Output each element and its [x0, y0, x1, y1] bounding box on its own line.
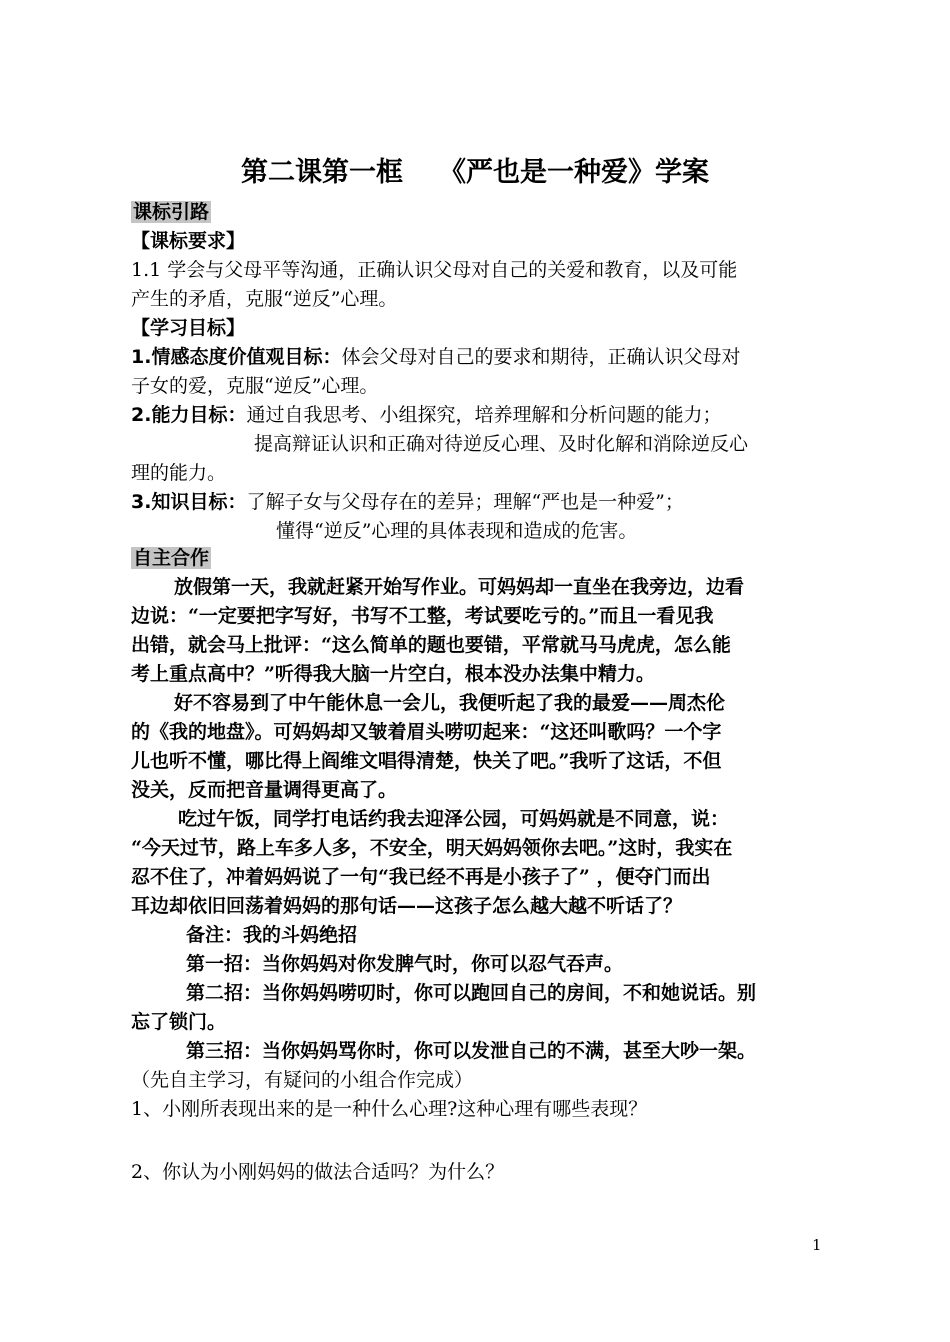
story-p1-line-1: 放假第一天，我就赶紧开始写作业。可妈妈却一直坐在我旁边，边看 — [174, 576, 745, 598]
story-p3-line-2: “今天过节，路上车多人多，不安全，明天妈妈领你去吧。”这时，我实在 — [131, 837, 733, 859]
story-p3-line-4: 耳边却依旧回荡着妈妈的那句话——这孩子怎么越大越不听话了？ — [131, 895, 683, 917]
story-move-2: 第二招：当你妈妈唠叨时，你可以跑回自己的房间，不和她说话。别 — [186, 982, 757, 1004]
standard-heading: 【课标要求】 — [131, 230, 246, 252]
story-p3-line-3: 忍不住了，冲着妈妈说了一句“我已经不再是小孩子了” ，便夺门而出 — [131, 866, 711, 888]
story-p3-line-1: 吃过午饭，同学打电话约我去迎泽公园，可妈妈就是不同意，说： — [178, 808, 730, 830]
goal-1-cont: 子女的爱，克服“逆反”心理。 — [131, 375, 379, 397]
standard-line-1: 1.1 学会与父母平等沟通，正确认识父母对自己的关爱和教育，以及可能 — [131, 259, 738, 281]
goal-2-text: 通过自我思考、小组探究，培养理解和分析问题的能力； — [246, 404, 722, 426]
goal-2-label: 2.能力目标： — [131, 404, 247, 426]
question-1: 1、小刚所表现出来的是一种什么心理?这种心理有哪些表现？ — [131, 1098, 648, 1120]
goal-3-text: 了解子女与父母存在的差异；理解“严也是一种爱”； — [246, 491, 684, 513]
goal-1-label: 1.情感态度价值观目标： — [131, 346, 342, 368]
title-part1: 第二课第一框 — [241, 157, 403, 188]
story-p2-line-1: 好不容易到了中午能休息一会儿，我便听起了我的最爱——周杰伦 — [174, 692, 726, 714]
page-title — [0, 150, 950, 189]
page-number: 1 — [812, 1236, 822, 1254]
story-note: 备注：我的斗妈绝招 — [186, 924, 358, 946]
goal-3-cont: 懂得“逆反”心理的具体表现和造成的危害。 — [276, 520, 638, 542]
story-p2-line-3: 儿也听不懂，哪比得上阎维文唱得清楚，快关了吧。”我听了这话，不但 — [131, 750, 722, 772]
story-p2-line-4: 没关，反而把音量调得更高了。 — [131, 779, 398, 801]
question-2: 2、你认为小刚妈妈的做法合适吗？为什么？ — [131, 1161, 505, 1183]
story-p2-line-2: 的《我的地盘》。可妈妈却又皱着眉头唠叨起来：“这还叫歌吗？一个字 — [131, 721, 722, 743]
goal-3-label: 3.知识目标： — [131, 491, 247, 513]
goal-2 — [131, 401, 721, 430]
goal-2-cont-2: 理的能力。 — [131, 462, 227, 484]
story-p1-line-3: 出错，就会马上批评：“这么简单的题也要错，平常就马马虎虎，怎么能 — [131, 634, 731, 656]
story-move-2-cont: 忘了锁门。 — [131, 1011, 227, 1033]
story-move-3: 第三招：当你妈妈骂你时，你可以发泄自己的不满，甚至大吵一架。 — [186, 1040, 757, 1062]
section-coop: 自主合作 — [133, 547, 210, 569]
goal-2-cont-1: 提高辩证认识和正确对待逆反心理、及时化解和消除逆反心 — [254, 433, 749, 455]
section-guide: 课标引路 — [133, 201, 210, 223]
goal-1-text: 体会父母对自己的要求和期待，正确认识父母对 — [341, 346, 741, 368]
title-part2: 《严也是一种爱》学案 — [439, 157, 709, 188]
story-p1-line-4: 考上重点高中？”听得我大脑一片空白，根本没办法集中精力。 — [131, 663, 655, 685]
standard-line-2: 产生的矛盾，克服“逆反”心理。 — [131, 288, 398, 310]
goal-3 — [131, 488, 684, 517]
story-p1-line-2: 边说：“一定要把字写好，书写不工整，考试要吃亏的。”而且一看见我 — [131, 605, 714, 627]
story-move-1: 第一招：当你妈妈对你发脾气时，你可以忍气吞声。 — [186, 953, 624, 975]
questions-intro: （先自主学习，有疑问的小组合作完成） — [131, 1069, 474, 1091]
section-guide-row — [131, 198, 211, 227]
goals-heading: 【学习目标】 — [131, 317, 246, 339]
goal-1 — [131, 343, 740, 372]
section-coop-row — [131, 544, 211, 573]
